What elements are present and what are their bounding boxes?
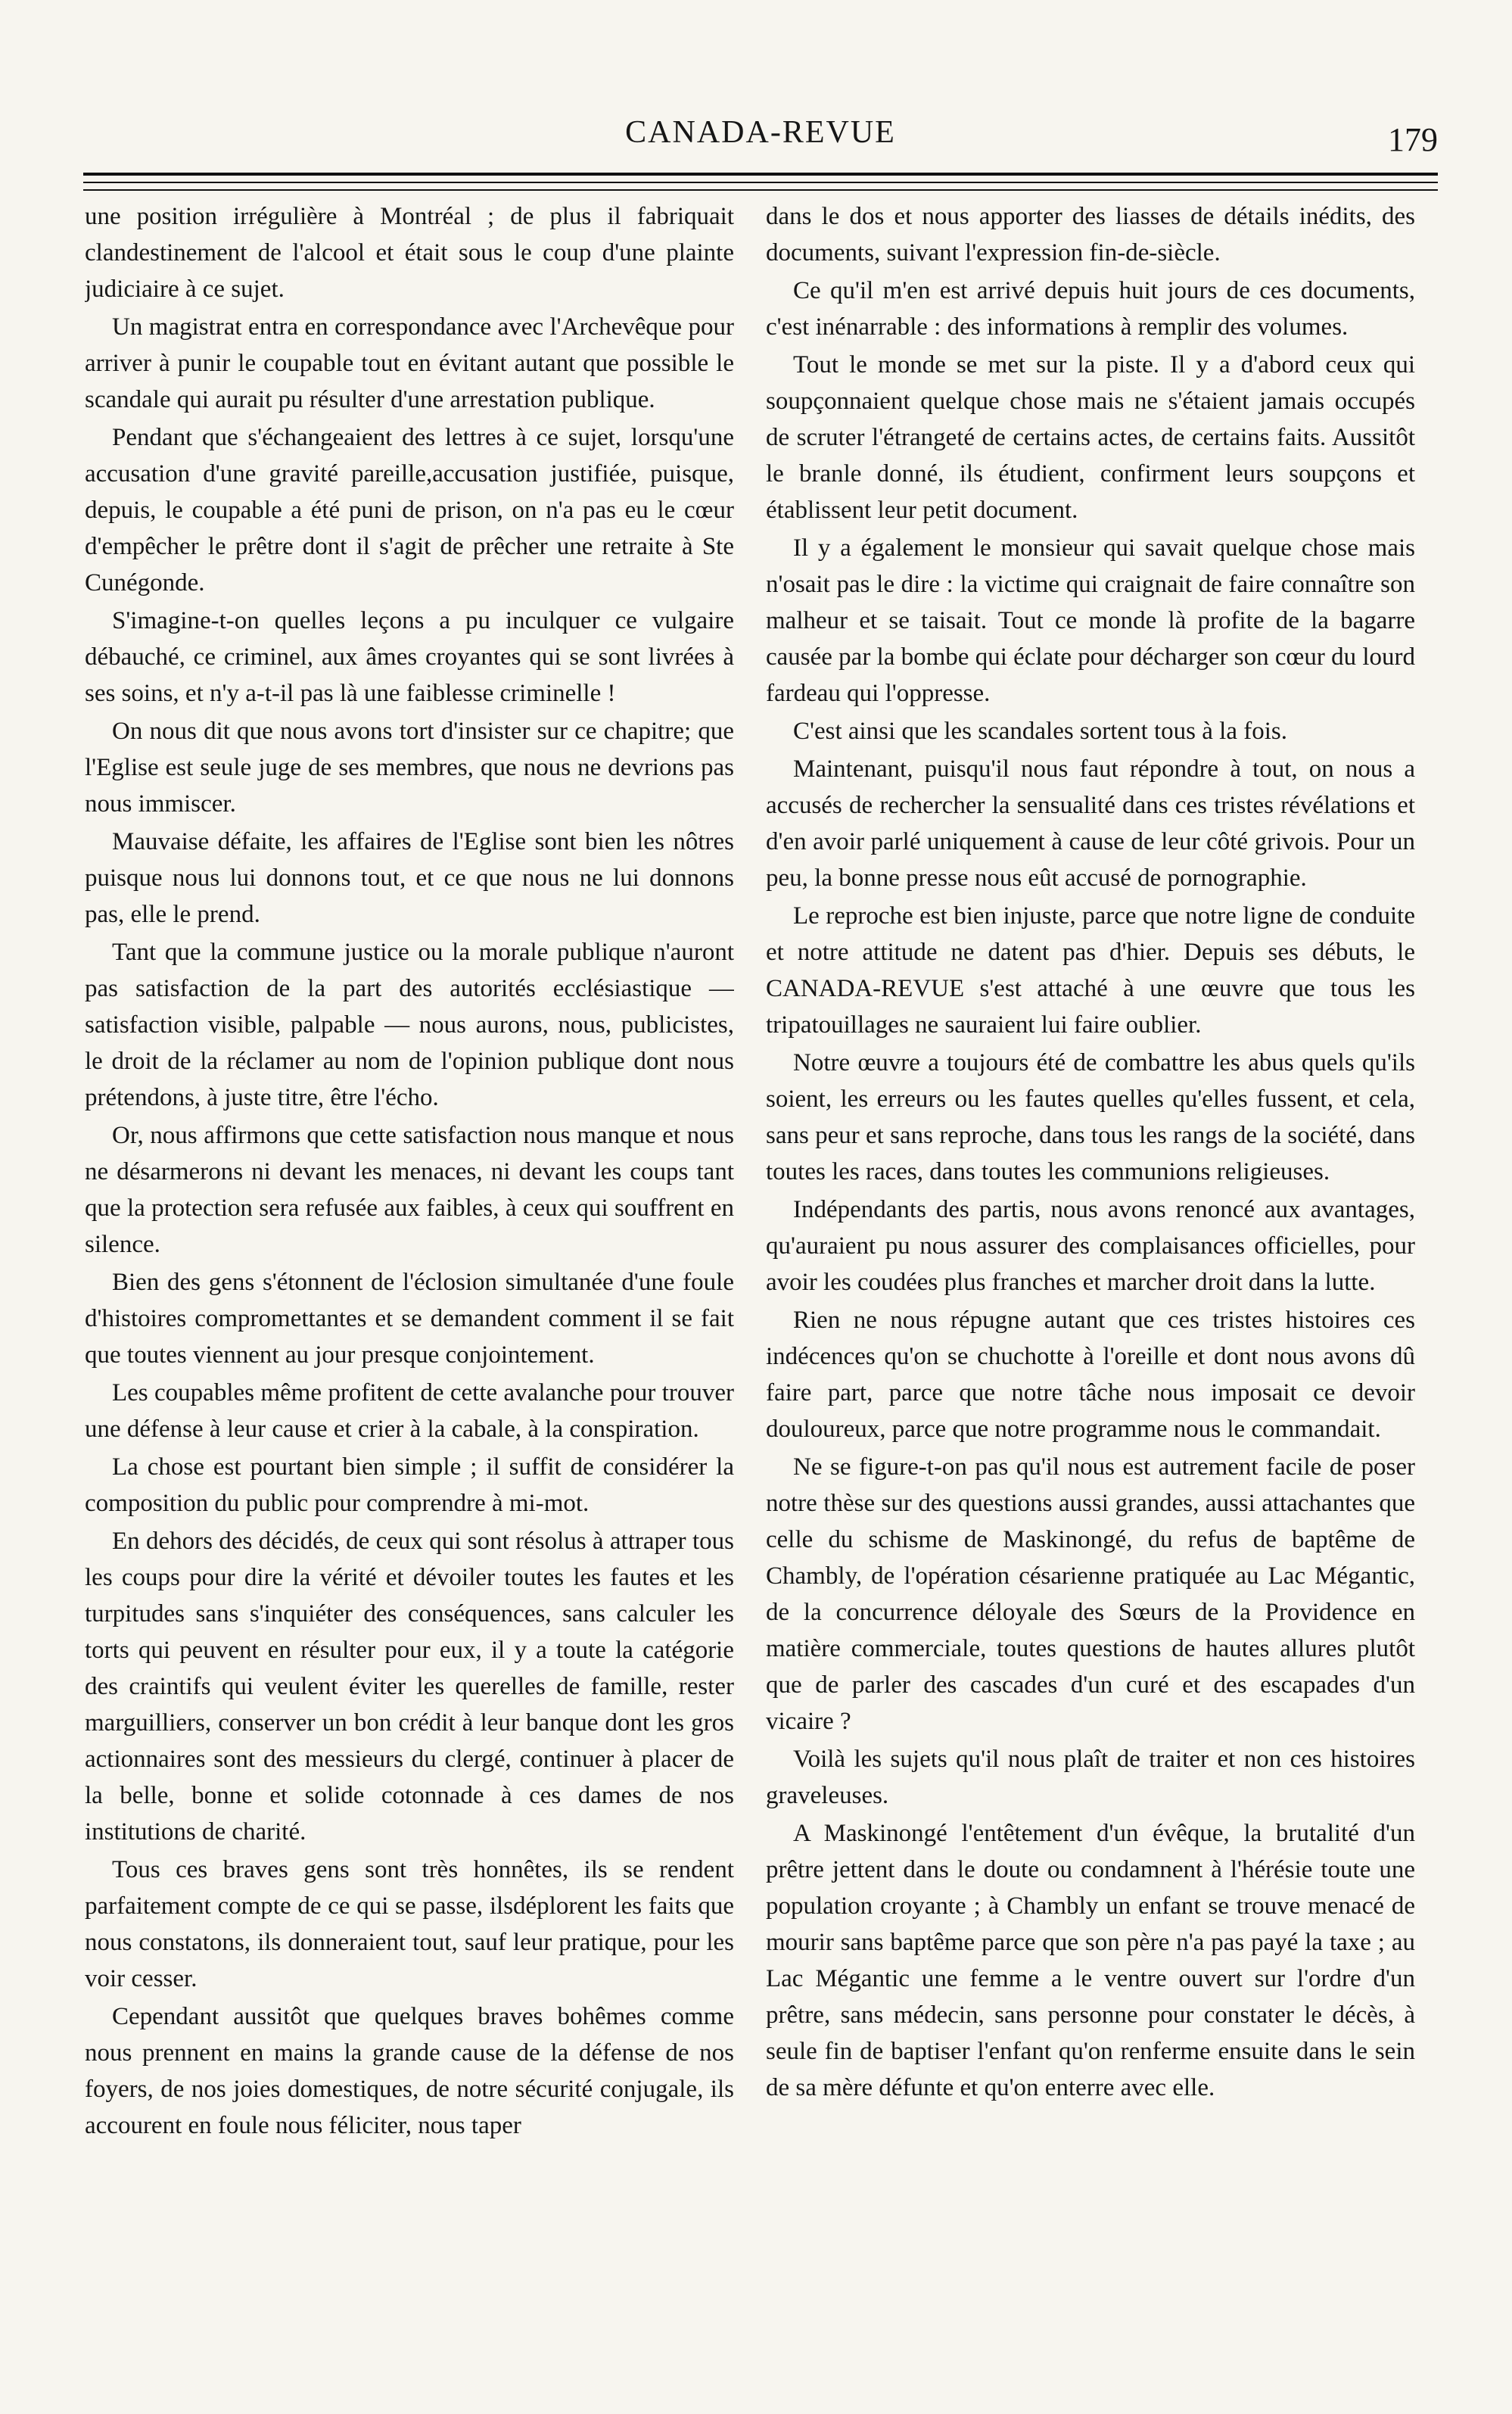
right-paragraph: dans le dos et nous apporter des liasses de détails inédits, des documents, suivant l'expression fin-de-siècle.	[766, 203, 1415, 266]
left-column	[85, 198, 734, 2378]
header-rule-thin	[83, 189, 1438, 191]
page-number: 179	[1388, 121, 1438, 158]
text-columns	[85, 198, 1438, 2378]
left-paragraph: Or, nous affirmons que cette satisfaction nous manque et nous ne désarmerons ni devant les menaces, ni devant les coups tant que la protection sera refusée aux faibles, à ceux qui souffrent en silence.	[85, 1122, 734, 1258]
page-header	[83, 114, 1438, 167]
right-paragraph: Tout le monde se met sur la piste. Il y a d'abord ceux qui soupçonnaient quelque chose mais ne s'étaient jamais occupés de scruter l'étrangeté de certains actes, de certains faits. Aussitôt le branle donné, ils étudient, confirment leurs soupçons et établissent leur petit document.	[766, 351, 1415, 524]
left-paragraph: Un magistrat entra en correspondance avec l'Archevêque pour arriver à punir le coupable tout en évitant autant que possible le scandale qui aurait pu résulter d'une arrestation publique.	[85, 313, 734, 413]
left-paragraph: Tant que la commune justice ou la morale publique n'auront pas satisfaction de la part des autorités ecclésiastique — satisfaction visible, palpable — nous aurons, nous, publicistes, le droit de la réclamer au nom de l'opinion publique dont nous prétendons, à juste titre, être l'écho.	[85, 939, 734, 1111]
right-paragraph: Indépendants des partis, nous avons renoncé aux avantages, qu'auraient pu nous assurer des complaisances officielles, pour avoir les coudées plus franches et marcher droit dans la lutte.	[766, 1196, 1415, 1296]
left-paragraph: Bien des gens s'étonnent de l'éclosion simultanée d'une foule d'histoires compromettantes et se demandent comment il se fait que toutes viennent au jour presque conjointement.	[85, 1269, 734, 1369]
left-paragraph: En dehors des décidés, de ceux qui sont résolus à attraper tous les coups pour dire la vérité et dévoiler toutes les fautes et les turpitudes sans s'inquiéter des conséquences, sans calculer les torts qui peuvent en résulter pour eux, il y a toute la catégorie des craintifs qui veulent éviter les querelles de famille, rester marguilliers, conserver un bon crédit à leur banque dont les gros actionnaires sont des messieurs du clergé, continuer à placer de la belle, bonne et solide cotonnade à ces dames de nos institutions de charité.	[85, 1528, 734, 1846]
right-paragraph: Voilà les sujets qu'il nous plaît de traiter et non ces histoires graveleuses.	[766, 1746, 1415, 1809]
left-paragraph: Pendant que s'échangeaient des lettres à ce sujet, lorsqu'une accusation d'une gravité pareille,accusation justifiée, puisque, depuis, le coupable a été puni de prison, on n'a pas eu le cœur d'empêcher le prêtre dont il s'agit de prêcher une retraite à Ste Cunégonde.	[85, 424, 734, 596]
right-column	[766, 198, 1415, 2378]
right-paragraph: Il y a également le monsieur qui savait quelque chose mais n'osait pas le dire : la victime qui craignait de faire connaître son malheur et se taisait. Tout ce monde là profite de la bagarre causée par la bombe qui éclate pour décharger son cœur du lourd fardeau qui l'oppresse.	[766, 534, 1415, 707]
left-paragraph: Tous ces braves gens sont très honnêtes, ils se rendent parfaitement compte de ce qui se passe, ilsdéplorent les faits que nous constatons, ils donneraient tout, sauf leur pratique, pour les voir cesser.	[85, 1856, 734, 1992]
right-paragraph: C'est ainsi que les scandales sortent tous à la fois.	[793, 718, 1287, 745]
left-paragraph: Mauvaise défaite, les affaires de l'Eglise sont bien les nôtres puisque nous lui donnons tout, et ce que nous ne lui donnons pas, elle le prend.	[85, 828, 734, 928]
left-paragraph: On nous dit que nous avons tort d'insister sur ce chapitre; que l'Eglise est seule juge de ses membres, que nous ne devrions pas nous immiscer.	[85, 718, 734, 818]
left-paragraph: S'imagine-t-on quelles leçons a pu inculquer ce vulgaire débauché, ce criminel, aux âmes croyantes qui se sont livrées à ses soins, et n'y a-t-il pas là une faiblesse criminelle !	[85, 607, 734, 707]
left-paragraph: une position irrégulière à Montréal ; de plus il fabriquait clandestinement de l'alcool et était sous le coup d'une plainte judiciaire à ce sujet.	[85, 203, 734, 303]
left-paragraph: Cependant aussitôt que quelques braves bohêmes comme nous prennent en mains la grande cause de la défense de nos foyers, de nos joies domestiques, de notre sécurité conjugale, ils accourent en foule nous féliciter, nous taper	[85, 2003, 734, 2139]
running-title: CANADA-REVUE	[625, 115, 896, 150]
header-rule-thick	[83, 173, 1438, 176]
header-rule-thin	[83, 182, 1438, 183]
left-paragraph: La chose est pourtant bien simple ; il suffit de considérer la composition du public pour comprendre à mi-mot.	[85, 1453, 734, 1517]
left-paragraph: Les coupables même profitent de cette avalanche pour trouver une défense à leur cause et crier à la cabale, à la conspiration.	[85, 1379, 734, 1443]
right-paragraph: Maintenant, puisqu'il nous faut répondre à tout, on nous a accusés de rechercher la sensualité dans ces tristes révélations et d'en avoir parlé uniquement à cause de leur côté grivois. Pour un peu, la bonne presse nous eût accusé de pornographie.	[766, 755, 1415, 892]
right-paragraph: Ne se figure-t-on pas qu'il nous est autrement facile de poser notre thèse sur des questions aussi grandes, aussi attachantes que celle du schisme de Maskinongé, du refus de baptême de Chambly, de l'opération césarienne pratiquée au Lac Mégantic, de la concurrence déloyale des Sœurs de la Providence en matière commerciale, toutes questions de hautes allures plutôt que de parler des cascades d'un curé et des escapades d'un vicaire ?	[766, 1453, 1415, 1735]
right-paragraph: A Maskinongé l'entêtement d'un évêque, la brutalité d'un prêtre jettent dans le doute ou condamnent à l'hérésie toute une population croyante ; à Chambly un enfant se trouve menacé de mourir sans baptême parce que son père n'a pas payé la taxe ; au Lac Mégantic une femme a le ventre ouvert sur l'ordre d'un prêtre, sans médecin, sans personne pour constater le décès, à seule fin de baptiser l'enfant qu'on renferme ensuite dans le sein de sa mère défunte et qu'on enterre avec elle.	[766, 1820, 1415, 2101]
right-paragraph: Rien ne nous répugne autant que ces tristes histoires ces indécences qu'on se chuchotte à l'oreille et dont nous avons dû faire part, parce que notre tâche nous imposait ce devoir douloureux, parce que notre programme nous le commandait.	[766, 1307, 1415, 1443]
right-paragraph: Notre œuvre a toujours été de combattre les abus quels qu'ils soient, les erreurs ou les fautes quelles qu'elles fussent, et cela, sans peur et sans reproche, dans tous les rangs de la société, dans toutes les races, dans toutes les communions religieuses.	[766, 1049, 1415, 1185]
right-paragraph: Ce qu'il m'en est arrivé depuis huit jours de ces documents, c'est inénarrable : des informations à remplir des volumes.	[766, 277, 1415, 341]
right-paragraph: Le reproche est bien injuste, parce que notre ligne de conduite et notre attitude ne datent pas d'hier. Depuis ses débuts, le CANADA-REVUE s'est attaché à une œuvre que tous les tripatouillages ne sauraient lui faire oublier.	[766, 902, 1415, 1039]
